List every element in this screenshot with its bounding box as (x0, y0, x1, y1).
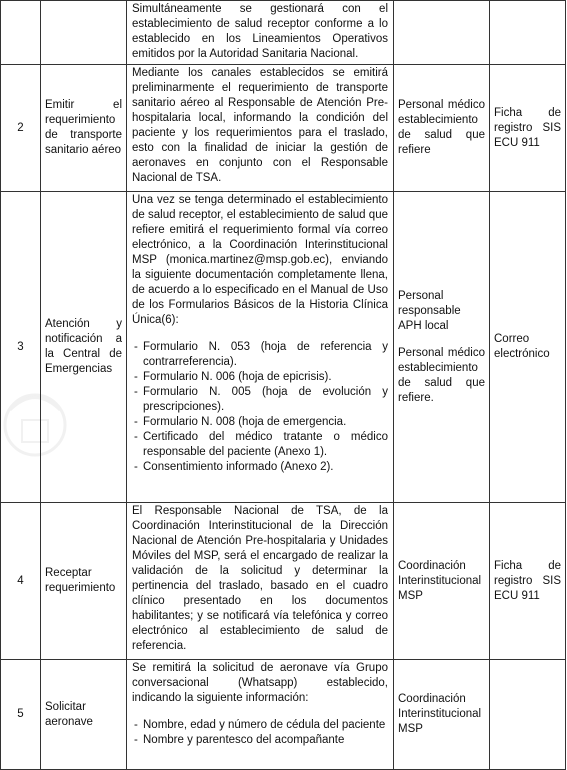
description-text: Simultáneamente se gestionará con el establecimiento de salud receptor conforme a lo establecido en los Lineamientos Operativos emitidos por la Autoridad Sanitaria Nacional. (132, 3, 388, 60)
list-item: - Formulario N. 053 (hoja de referencia y contrarreferencia). (132, 340, 388, 370)
description-cell (127, 503, 394, 660)
responsible-medical: Personal médico establecimiento de salud que refiere. (398, 346, 485, 404)
activity-cell: Receptar requerimiento (41, 503, 127, 660)
row-number (1, 1, 41, 65)
description-cell (127, 192, 394, 503)
row-number: 3 (1, 192, 41, 503)
responsible-cell: Coordinación Interinstitucional MSP (394, 660, 490, 770)
table-row (1, 503, 566, 660)
row-number: 5 (1, 660, 41, 770)
list-item: - Formulario N. 006 (hoja de epicrisis). (132, 370, 388, 385)
row-number: 4 (1, 503, 41, 660)
table-row (1, 660, 566, 770)
list-item: - Formulario N. 005 (hoja de evolución y prescripciones). (132, 385, 388, 415)
list-item: - Consentimiento informado (Anexo 2). (132, 460, 388, 475)
responsible-cell: Coordinación Interinstitucional MSP (394, 503, 490, 660)
description-cell (127, 660, 394, 770)
activity-cell: Emitir el requerimiento de transporte sanitario aéreo (41, 65, 127, 192)
activity-cell: Solicitar aeronave (41, 660, 127, 770)
description-text: Mediante los canales establecidos se emitirá preliminarmente el requerimiento de transporte sanitario aéreo al Responsable de Atención Pre-hospitalaria local, informando la condición del paciente y los requerimientos para el traslado, esto con la finalidad de iniciar la gestión de aeronaves en conjunto con el Responsable Nacional de TSA. (132, 67, 388, 184)
document-cell (490, 660, 566, 770)
document-cell (490, 1, 566, 65)
list-item: - Nombre y parentesco del acompañante (132, 733, 388, 748)
list-item: - Formulario N. 008 (hoja de emergencia. (132, 415, 388, 430)
list-item: - Nombre, edad y número de cédula del paciente (132, 718, 388, 733)
document-list (132, 340, 388, 475)
activity-cell (41, 1, 127, 65)
document-cell: Correo electrónico (490, 192, 566, 503)
activity-cell: Atención y notificación a la Central de Emergencias (41, 192, 127, 503)
description-cell (127, 65, 394, 192)
table-row (1, 1, 566, 65)
description-cell (127, 1, 394, 65)
info-list (132, 718, 388, 748)
description-text: Se remitirá la solicitud de aeronave vía Grupo conversacional (Whatsapp) establecido, indicando la siguiente información: (132, 662, 388, 704)
responsible-cell: Personal médico establecimiento de salud que refiere (394, 65, 490, 192)
table-row (1, 65, 566, 192)
list-item: - Certificado del médico tratante o médico responsable del paciente (Anexo 1). (132, 430, 388, 460)
responsible-aph: Personal responsable APH local (398, 289, 461, 332)
row-number: 2 (1, 65, 41, 192)
responsible-cell (394, 192, 490, 503)
responsible-cell (394, 1, 490, 65)
description-text: Una vez se tenga determinado el establecimiento de salud receptor, el establecimiento de salud que refiere emitirá el requerimiento formal vía correo electrónico, a la Coordinación Interinstitucional MSP (monica.martinez@msp.gob.ec), enviando la siguiente documentación completamente llena, de acuerdo a lo especificado en el Manual de Uso de los Formularios Básicos de la Historia Clínica Única(6): (132, 194, 388, 326)
document-cell: Ficha de registro SIS ECU 911 (490, 65, 566, 192)
document-cell: Ficha de registro SIS ECU 911 (490, 503, 566, 660)
description-text: El Responsable Nacional de TSA, de la Coordinación Interinstitucional de la Dirección Nacional de Atención Pre-hospitalaria y Unidades Móviles del MSP, será el encargado de realizar la validación de la solicitud y determinar la pertinencia del traslado, basado en el cuadro clínico presentado en los documentos habilitantes; y se notificará vía telefónica y correo electrónico al establecimiento de salud de referencia. (132, 505, 388, 652)
table-row (1, 192, 566, 503)
